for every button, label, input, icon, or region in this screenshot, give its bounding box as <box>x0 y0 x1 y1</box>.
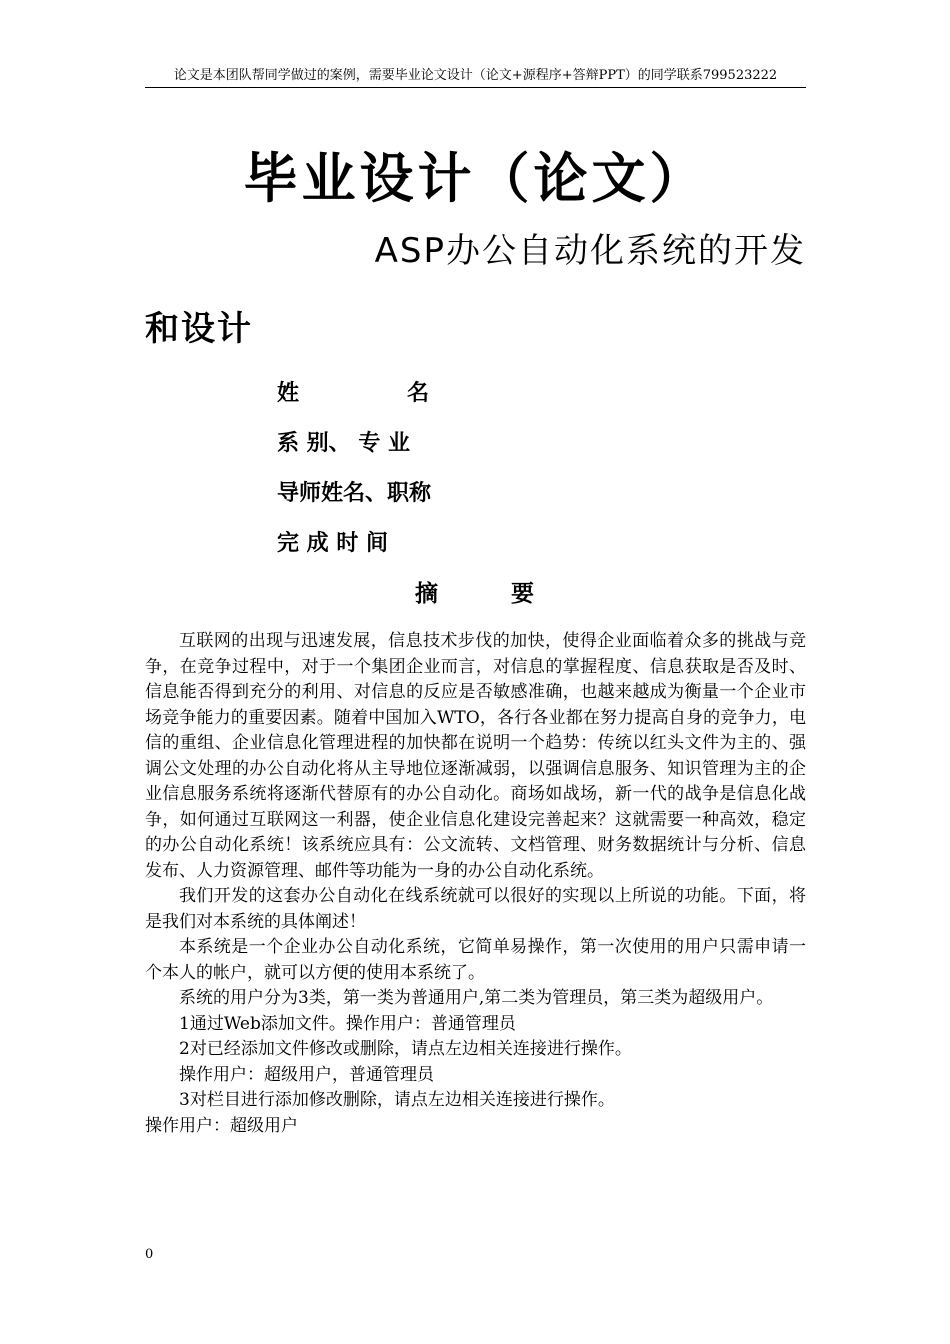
abstract-paragraph: 1通过Web添加文件。操作用户：普通管理员 <box>179 1013 516 1034</box>
abstract-body <box>145 629 806 1139</box>
page-number: 0 <box>145 1247 154 1262</box>
info-name-field <box>277 378 429 410</box>
abstract-paragraph: 系统的用户分为3类，第一类为普通用户,第二类为管理员，第三类为超级用户。 <box>179 988 774 1008</box>
info-completion-time-field: 完 成 时 间 <box>277 531 388 556</box>
thesis-title: 毕业设计（论文） <box>243 147 708 210</box>
info-name-label-part2: 名 <box>407 381 430 406</box>
info-department-major-field: 系 别、 专 业 <box>277 431 410 456</box>
abstract-paragraph: 操作用户：超级用户，普通管理员 <box>179 1064 434 1085</box>
abstract-paragraph: 互联网的出现与迅速发展，信息技术步伐的加快，使得企业面临着众多的挑战与竞争，在竞争过程中，对于一个集团企业而言，对信息的掌握程度、信息获取是否及时、信息能否得到充分的利用、对信息的反应是否敏感准确，也越来越成为衡量一个企业市场竞争能力的重要因素。随着中国加入WTO，各行各业都在努力提高自身的竞争力，电信的重组、企业信息化管理进程的加快都在说明一个趋势：传统以红头文件为主的、强调公文处理的办公自动化将从主导地位逐渐减弱，以强调信息服务、知识管理为主的企业信息服务系统将逐渐代替原有的办公自动化。商场如战场，新一代的战争是信息化战争，如何通过互联网这一利器，使企业信息化建设完善起来？这就需要一种高效，稳定的办公自动化系统！该系统应具有：公文流转、文档管理、财务数据统计与分析、信息发布、人力资源管理、邮件等功能为一身的办公自动化系统。 <box>145 631 806 881</box>
abstract-paragraph: 我们开发的这套办公自动化在线系统就可以很好的实现以上所说的功能。下面，将是我们对本系统的具体阐述！ <box>145 886 806 932</box>
info-advisor-field: 导师姓名、职称 <box>277 481 432 506</box>
thesis-subtitle-line1: ASP办公自动化系统的开发 <box>374 231 806 271</box>
abstract-heading-part2: 要 <box>511 581 534 607</box>
abstract-paragraph: 2对已经添加文件修改或删除，请点左边相关连接进行操作。 <box>179 1039 632 1059</box>
thesis-subtitle-line2: 和设计 <box>145 309 253 349</box>
info-name-label-part1: 姓 <box>277 381 300 406</box>
header-note: 论文是本团队帮同学做过的案例，需要毕业论文设计（论文+源程序+答辩PPT）的同学联系799523222 <box>145 66 806 88</box>
abstract-heading-part1: 摘 <box>415 581 438 607</box>
abstract-last-line: 操作用户：超级用户 <box>145 1115 298 1136</box>
abstract-paragraph: 本系统是一个企业办公自动化系统，它简单易操作，第一次使用的用户只需申请一个本人的帐户，就可以方便的使用本系统了。 <box>145 937 806 983</box>
abstract-paragraph: 3对栏目进行添加修改删除，请点左边相关连接进行操作。 <box>179 1090 615 1110</box>
